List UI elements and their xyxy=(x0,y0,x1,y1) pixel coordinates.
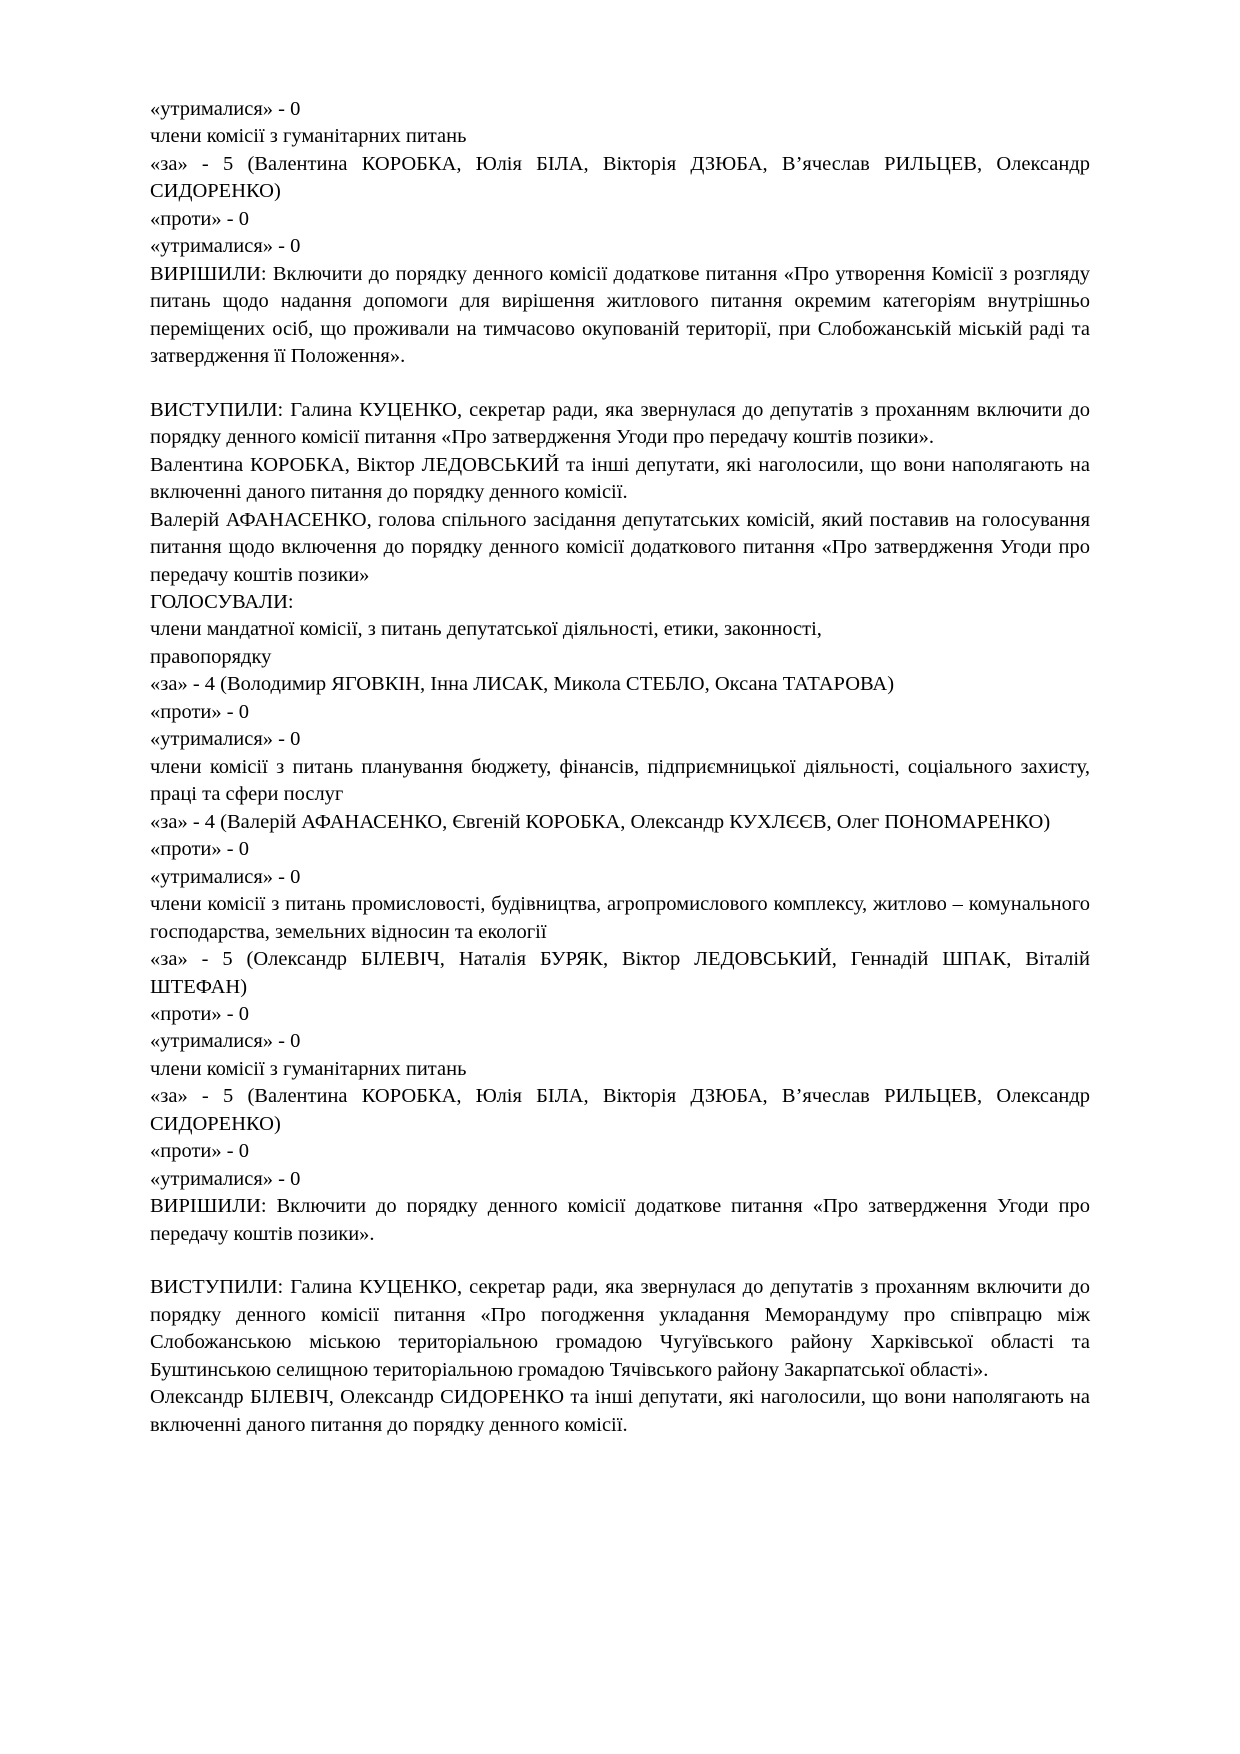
paragraph-utrymalysia-4: «утрималися» - 0 xyxy=(150,865,301,888)
document-body xyxy=(150,96,1090,1439)
paragraph-za-humanitarian-1: «за» - 5 (Валентина КОРОБКА, Юлія БІЛА, Вікторія ДЗЮБА, В’ячеслав РИЛЬЦЕВ, Олександр СИДОРЕНКО) xyxy=(150,152,1090,203)
paragraph-committee-mandate: члени мандатної комісії, з питань депутатської діяльності, етики, законності, xyxy=(150,618,822,641)
paragraph-proty-1: «проти» - 0 xyxy=(150,207,249,230)
paragraph-speech-1: ВИСТУПИЛИ: Галина КУЦЕНКО, секретар ради, яка звернулася до депутатів з проханням включити до порядку денного комісії питання «Про затвердження Угоди про передачу коштів позики». xyxy=(150,398,1090,449)
paragraph-utrymalysia-3: «утрималися» - 0 xyxy=(150,728,301,751)
paragraph-proty-3: «проти» - 0 xyxy=(150,838,249,861)
paragraph-utrymalysia-2: «утрималися» - 0 xyxy=(150,235,301,258)
paragraph-speech-4: ВИСТУПИЛИ: Галина КУЦЕНКО, секретар ради, яка звернулася до депутатів з проханням включити до порядку денного комісії питання «Про погодження укладання Меморандуму про співпрацю між Слобожанською міською територіальною громадою Чугуївського району Харківської області та Буштинською селищною територіальною громадою Тячівського району Закарпатської області». xyxy=(150,1276,1090,1381)
paragraph-za-budget: «за» - 4 (Валерій АФАНАСЕНКО, Євгеній КОРОБКА, Олександр КУХЛЄЄВ, Олег ПОНОМАРЕНКО) xyxy=(150,810,1051,833)
paragraph-speech-2: Валентина КОРОБКА, Віктор ЛЕДОВСЬКИЙ та інші депутати, які наголосили, що вони наполягають на включенні даного питання до порядку денного комісії. xyxy=(150,453,1090,504)
paragraph-utrymalysia-5: «утрималися» - 0 xyxy=(150,1030,301,1053)
paragraph-spacer-1 xyxy=(150,371,1090,397)
paragraph-proty-5: «проти» - 0 xyxy=(150,1140,249,1163)
paragraph-proty-4: «проти» - 0 xyxy=(150,1003,249,1025)
paragraph-committee-industry: члени комісії з питань промисловості, будівництва, агропромислового комплексу, житлово – комунального господарства, земельних відносин та екології xyxy=(150,893,1090,943)
paragraph-proty-2: «проти» - 0 xyxy=(150,700,249,723)
paragraph-za-humanitarian-2: «за» - 5 (Валентина КОРОБКА, Юлія БІЛА, Вікторія ДЗЮБА, В’ячеслав РИЛЬЦЕВ, Олександр СИДОРЕНКО) xyxy=(150,1085,1090,1135)
paragraph-committee-humanitarian-1: члени комісії з гуманітарних питань xyxy=(150,125,467,148)
paragraph-spacer-2 xyxy=(150,1248,1090,1274)
paragraph-utrymalysia-1: «утрималися» - 0 xyxy=(150,98,301,120)
paragraph-speech-5: Олександр БІЛЕВІЧ, Олександр СИДОРЕНКО та інші депутати, які наголосили, що вони наполягають на включенні даного питання до порядку денного комісії. xyxy=(150,1386,1090,1436)
paragraph-committee-mandate-cont: правопорядку xyxy=(150,645,272,668)
paragraph-committee-budget: члени комісії з питань планування бюджету, фінансів, підприємницької діяльності, соціального захисту, праці та сфери послуг xyxy=(150,755,1090,806)
paragraph-za-mandate: «за» - 4 (Володимир ЯГОВКІН, Інна ЛИСАК, Микола СТЕБЛО, Оксана ТАТАРОВА) xyxy=(150,673,895,696)
paragraph-speech-3: Валерій АФАНАСЕНКО, голова спільного засідання депутатських комісій, який поставив на голосування питання щодо включення до порядку денного комісії додаткового питання «Про затвердження Угоди про передачу коштів позики» xyxy=(150,508,1090,586)
paragraph-utrymalysia-6: «утрималися» - 0 xyxy=(150,1167,301,1190)
paragraph-committee-humanitarian-2: члени комісії з гуманітарних питань xyxy=(150,1057,467,1080)
paragraph-resolution-1: ВИРІШИЛИ: Включити до порядку денного комісії додаткове питання «Про утворення Комісії з розгляду питань щодо надання допомоги для вирішення житлового питання окремим категоріям внутрішньо переміщених осіб, що проживали на тимчасово окупованій території, при Слобожанській міській раді та затвердження її Положення». xyxy=(150,262,1090,368)
paragraph-za-industry: «за» - 5 (Олександр БІЛЕВІЧ, Наталія БУРЯК, Віктор ЛЕДОВСЬКИЙ, Геннадій ШПАК, Віталій ШТЕФАН) xyxy=(150,948,1090,998)
paragraph-voted-heading: ГОЛОСУВАЛИ: xyxy=(150,590,294,613)
paragraph-resolution-2: ВИРІШИЛИ: Включити до порядку денного комісії додаткове питання «Про затвердження Угоди про передачу коштів позики». xyxy=(150,1195,1090,1245)
